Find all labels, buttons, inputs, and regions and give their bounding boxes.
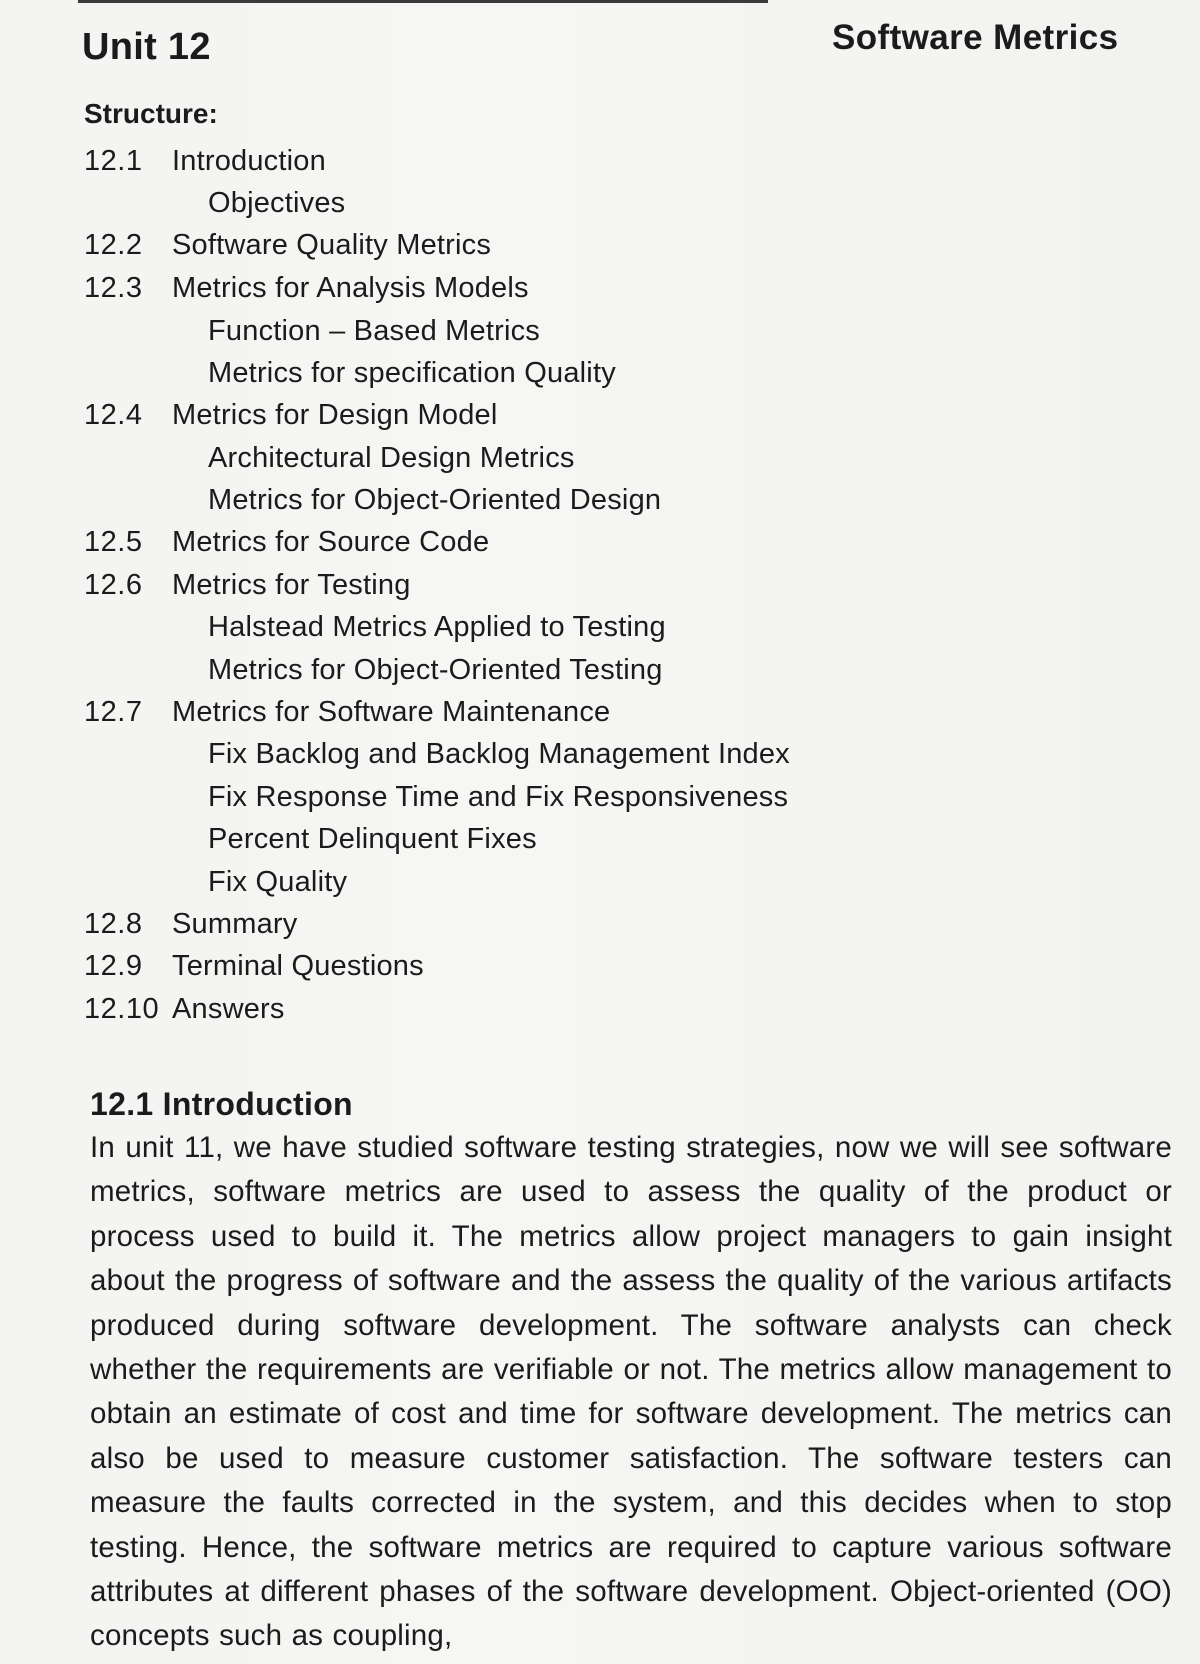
toc-entry-title: Metrics for Testing [172, 568, 411, 601]
toc-entry-number: 12.8 [84, 907, 143, 940]
toc-entry [84, 267, 984, 394]
toc-entry-number: 12.3 [84, 271, 143, 304]
toc-entry [84, 691, 984, 903]
toc-entry-line [84, 267, 984, 309]
toc-entry-line [84, 988, 984, 1030]
toc-entry-number: 12.10 [84, 992, 160, 1025]
toc-subentries [84, 733, 984, 903]
toc-entry-title: Metrics for Analysis Models [172, 271, 529, 304]
toc-entry [84, 394, 984, 521]
unit-number: Unit 12 [82, 26, 211, 68]
toc-subentries [84, 606, 984, 691]
toc-entry-number: 12.1 [84, 144, 143, 177]
toc-subentries [84, 182, 984, 224]
toc-entry [84, 522, 984, 564]
toc-subentry: Percent Delinquent Fixes [208, 823, 537, 856]
toc-entry-number: 12.2 [84, 229, 143, 262]
toc-subentry: Metrics for Object-Oriented Design [208, 484, 662, 517]
toc-entry-title: Terminal Questions [172, 950, 424, 983]
toc-entry-title: Metrics for Design Model [172, 399, 498, 432]
toc-entry-line [84, 903, 984, 945]
toc-entry-title: Metrics for Source Code [172, 526, 490, 559]
toc-entry-line [84, 225, 984, 267]
toc-entry-number: 12.9 [84, 950, 143, 983]
section-heading-introduction: 12.1 Introduction [90, 1086, 353, 1122]
toc-entry-number: 12.5 [84, 526, 143, 559]
top-rule [78, 0, 768, 3]
toc-entry [84, 945, 984, 987]
toc-entry [84, 140, 984, 225]
toc-entry-title: Metrics for Software Maintenance [172, 695, 611, 728]
toc-entry-line [84, 945, 984, 987]
toc-entry-title: Software Quality Metrics [172, 229, 492, 262]
toc-entry-line [84, 394, 984, 436]
toc-entry-number: 12.6 [84, 568, 143, 601]
toc-subentry: Fix Quality [208, 865, 348, 898]
toc-subentries [84, 310, 984, 395]
toc-entry [84, 903, 984, 945]
toc-subentry: Architectural Design Metrics [208, 441, 575, 474]
unit-title: Software Metrics [832, 18, 1119, 57]
toc-subentry: Function – Based Metrics [208, 314, 540, 347]
toc-entry-title: Introduction [172, 144, 326, 177]
toc-entry [84, 564, 984, 691]
structure-label: Structure: [84, 98, 218, 129]
toc-subentry: Halstead Metrics Applied to Testing [208, 611, 666, 644]
toc-entry-title: Summary [172, 907, 298, 940]
toc-subentry: Metrics for Object-Oriented Testing [208, 653, 663, 686]
toc-entry-line [84, 564, 984, 606]
toc-entry [84, 988, 984, 1030]
toc-entry-number: 12.4 [84, 399, 143, 432]
toc-entry-title: Answers [172, 992, 285, 1025]
toc-entry-line [84, 691, 984, 733]
toc-entry-line [84, 140, 984, 182]
introduction-paragraph: In unit 11, we have studied software testing strategies, now we will see software metrics, software metrics are used to assess the quality of the product or process used to build it. The metrics allow project managers to gain insight about the progress of software and the assess the quality of the various artifacts produced during software development. The software analysts can check whether the requirements are verifiable or not. The metrics allow management to obtain an estimate of cost and time for software development. The metrics can also be used to measure customer satisfaction. The software testers can measure the faults corrected in the system, and this decides when to stop testing. Hence, the software metrics are required to capture various software attributes at different phases of the software development. Object-oriented (OO) concepts such as coupling, [90, 1131, 1172, 1653]
toc-subentry: Fix Backlog and Backlog Management Index [208, 738, 790, 771]
toc-subentry: Fix Response Time and Fix Responsiveness [208, 780, 789, 813]
toc-entry [84, 225, 984, 267]
table-of-contents [84, 140, 984, 1030]
toc-subentry: Metrics for specification Quality [208, 356, 616, 389]
toc-subentry: Objectives [208, 187, 346, 220]
toc-subentries [84, 437, 984, 522]
toc-entry-number: 12.7 [84, 695, 143, 728]
toc-entry-line [84, 522, 984, 564]
